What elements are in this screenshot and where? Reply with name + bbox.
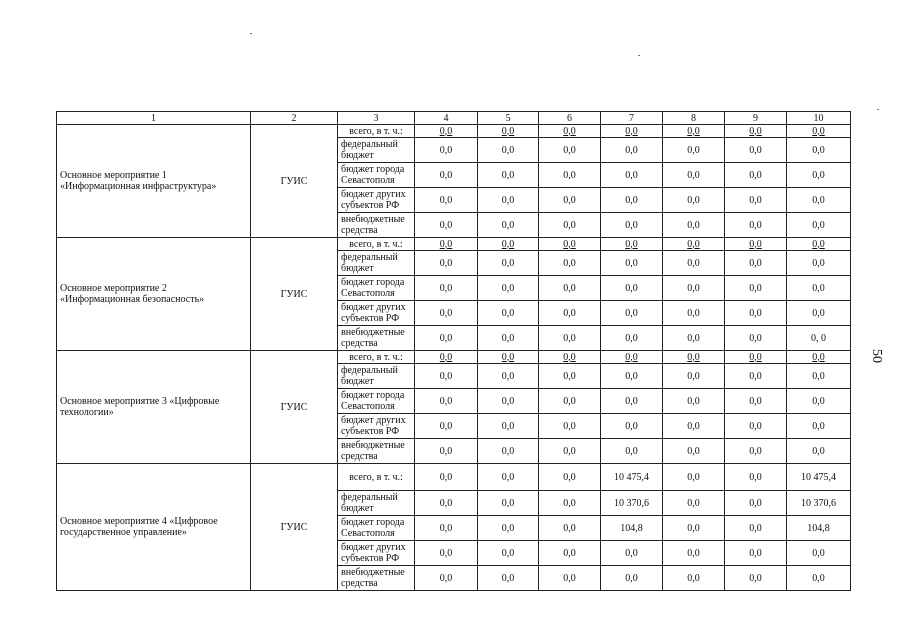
amount-cell: 0,0 <box>478 364 539 389</box>
amount-cell: 0,0 <box>601 276 663 301</box>
column-header: 8 <box>663 112 725 125</box>
funding-source-cell: внебюджетные средства <box>338 566 415 591</box>
amount-cell: 0,0 <box>539 301 601 326</box>
amount-cell: 0,0 <box>539 516 601 541</box>
column-header: 7 <box>601 112 663 125</box>
amount-cell: 0,0 <box>415 414 478 439</box>
amount-cell: 0, 0 <box>787 326 851 351</box>
amount-cell: 0,0 <box>478 163 539 188</box>
funding-source-cell: бюджет других субъектов РФ <box>338 188 415 213</box>
amount-cell: 0,0 <box>415 163 478 188</box>
amount-cell: 0,0 <box>478 439 539 464</box>
amount-cell: 0,0 <box>539 351 601 364</box>
amount-cell: 0,0 <box>478 516 539 541</box>
amount-cell: 10 370,6 <box>787 491 851 516</box>
amount-cell: 0,0 <box>787 541 851 566</box>
executor-cell: ГУИС <box>251 351 338 464</box>
amount-cell: 0,0 <box>601 439 663 464</box>
funding-source-cell: федеральный бюджет <box>338 138 415 163</box>
amount-cell: 0,0 <box>663 326 725 351</box>
amount-cell: 10 475,4 <box>787 464 851 491</box>
amount-cell: 0,0 <box>787 251 851 276</box>
amount-cell: 0,0 <box>601 351 663 364</box>
amount-cell: 0,0 <box>539 213 601 238</box>
amount-cell: 0,0 <box>601 566 663 591</box>
funding-source-cell: бюджет города Севастополя <box>338 276 415 301</box>
amount-cell: 0,0 <box>663 351 725 364</box>
amount-cell: 0,0 <box>478 414 539 439</box>
amount-cell: 0,0 <box>787 138 851 163</box>
amount-cell: 0,0 <box>478 351 539 364</box>
funding-source-cell: бюджет города Севастополя <box>338 389 415 414</box>
amount-cell: 0,0 <box>663 276 725 301</box>
amount-cell: 0,0 <box>725 464 787 491</box>
amount-cell: 0,0 <box>539 566 601 591</box>
amount-cell: 0,0 <box>787 238 851 251</box>
amount-cell: 0,0 <box>539 541 601 566</box>
amount-cell: 0,0 <box>725 439 787 464</box>
amount-cell: 0,0 <box>415 351 478 364</box>
amount-cell: 0,0 <box>787 163 851 188</box>
amount-cell: 0,0 <box>601 414 663 439</box>
amount-cell: 0,0 <box>539 364 601 389</box>
amount-cell: 0,0 <box>415 301 478 326</box>
amount-cell: 0,0 <box>663 138 725 163</box>
funding-source-cell: всего, в т. ч.: <box>338 464 415 491</box>
amount-cell: 0,0 <box>663 125 725 138</box>
amount-cell: 0,0 <box>663 163 725 188</box>
column-header: 9 <box>725 112 787 125</box>
amount-cell: 0,0 <box>539 389 601 414</box>
amount-cell: 0,0 <box>663 516 725 541</box>
funding-source-cell: бюджет других субъектов РФ <box>338 301 415 326</box>
amount-cell: 0,0 <box>415 364 478 389</box>
amount-cell: 0,0 <box>415 516 478 541</box>
funding-source-cell: бюджет других субъектов РФ <box>338 541 415 566</box>
amount-cell: 0,0 <box>539 138 601 163</box>
column-header: 3 <box>338 112 415 125</box>
column-header: 2 <box>251 112 338 125</box>
amount-cell: 0,0 <box>663 491 725 516</box>
funding-source-cell: бюджет других субъектов РФ <box>338 414 415 439</box>
amount-cell: 0,0 <box>663 439 725 464</box>
amount-cell: 0,0 <box>787 439 851 464</box>
amount-cell: 0,0 <box>725 276 787 301</box>
table-header-row <box>57 112 851 125</box>
amount-cell: 0,0 <box>663 213 725 238</box>
amount-cell: 0,0 <box>725 326 787 351</box>
amount-cell: 0,0 <box>725 251 787 276</box>
table-row <box>57 464 851 491</box>
amount-cell: 0,0 <box>663 566 725 591</box>
amount-cell: 0,0 <box>478 464 539 491</box>
amount-cell: 0,0 <box>478 276 539 301</box>
amount-cell: 0,0 <box>415 464 478 491</box>
amount-cell: 0,0 <box>725 301 787 326</box>
amount-cell: 0,0 <box>601 541 663 566</box>
amount-cell: 0,0 <box>663 301 725 326</box>
amount-cell: 0,0 <box>415 125 478 138</box>
amount-cell: 0,0 <box>601 326 663 351</box>
page-number: 50 <box>869 349 884 363</box>
amount-cell: 0,0 <box>478 238 539 251</box>
amount-cell: 10 370,6 <box>601 491 663 516</box>
funding-source-cell: федеральный бюджет <box>338 251 415 276</box>
amount-cell: 0,0 <box>539 125 601 138</box>
amount-cell: 0,0 <box>663 188 725 213</box>
amount-cell: 0,0 <box>478 125 539 138</box>
table-row <box>57 125 851 138</box>
amount-cell: 0,0 <box>725 491 787 516</box>
amount-cell: 0,0 <box>725 238 787 251</box>
amount-cell: 0,0 <box>415 188 478 213</box>
column-header: 10 <box>787 112 851 125</box>
executor-cell: ГУИС <box>251 464 338 591</box>
funding-source-cell: всего, в т. ч.: <box>338 238 415 251</box>
amount-cell: 0,0 <box>415 238 478 251</box>
amount-cell: 0,0 <box>478 491 539 516</box>
amount-cell: 0,0 <box>725 213 787 238</box>
amount-cell: 0,0 <box>725 125 787 138</box>
amount-cell: 0,0 <box>478 301 539 326</box>
amount-cell: 0,0 <box>787 414 851 439</box>
event-title: Основное мероприятие 2 «Информационная безопасность» <box>57 238 251 351</box>
amount-cell: 0,0 <box>725 566 787 591</box>
amount-cell: 0,0 <box>725 389 787 414</box>
amount-cell: 0,0 <box>539 326 601 351</box>
amount-cell: 0,0 <box>725 364 787 389</box>
amount-cell: 0,0 <box>539 251 601 276</box>
funding-source-cell: всего, в т. ч.: <box>338 351 415 364</box>
funding-source-cell: внебюджетные средства <box>338 213 415 238</box>
column-header: 5 <box>478 112 539 125</box>
amount-cell: 0,0 <box>478 541 539 566</box>
scan-speck <box>250 33 252 34</box>
event-title: Основное мероприятие 1 «Информационная инфраструктура» <box>57 125 251 238</box>
amount-cell: 0,0 <box>725 188 787 213</box>
amount-cell: 0,0 <box>539 414 601 439</box>
amount-cell: 0,0 <box>725 351 787 364</box>
amount-cell: 0,0 <box>601 213 663 238</box>
amount-cell: 0,0 <box>415 566 478 591</box>
amount-cell: 0,0 <box>478 213 539 238</box>
amount-cell: 0,0 <box>601 238 663 251</box>
funding-source-cell: внебюджетные средства <box>338 439 415 464</box>
column-header: 1 <box>57 112 251 125</box>
amount-cell: 0,0 <box>787 389 851 414</box>
amount-cell: 0,0 <box>601 301 663 326</box>
funding-source-cell: всего, в т. ч.: <box>338 125 415 138</box>
executor-cell: ГУИС <box>251 238 338 351</box>
amount-cell: 0,0 <box>787 276 851 301</box>
funding-source-cell: бюджет города Севастополя <box>338 516 415 541</box>
amount-cell: 0,0 <box>415 138 478 163</box>
amount-cell: 0,0 <box>478 188 539 213</box>
amount-cell: 0,0 <box>539 188 601 213</box>
amount-cell: 0,0 <box>601 188 663 213</box>
amount-cell: 0,0 <box>539 439 601 464</box>
amount-cell: 0,0 <box>539 276 601 301</box>
amount-cell: 0,0 <box>787 566 851 591</box>
amount-cell: 0,0 <box>725 516 787 541</box>
amount-cell: 0,0 <box>415 276 478 301</box>
table-row <box>57 351 851 364</box>
funding-source-cell: внебюджетные средства <box>338 326 415 351</box>
amount-cell: 0,0 <box>725 163 787 188</box>
amount-cell: 0,0 <box>725 138 787 163</box>
amount-cell: 0,0 <box>787 188 851 213</box>
amount-cell: 0,0 <box>725 541 787 566</box>
amount-cell: 0,0 <box>539 163 601 188</box>
amount-cell: 0,0 <box>787 213 851 238</box>
funding-source-cell: бюджет города Севастополя <box>338 163 415 188</box>
amount-cell: 0,0 <box>415 439 478 464</box>
column-header: 6 <box>539 112 601 125</box>
amount-cell: 0,0 <box>539 491 601 516</box>
amount-cell: 0,0 <box>601 389 663 414</box>
amount-cell: 0,0 <box>415 251 478 276</box>
amount-cell: 0,0 <box>663 389 725 414</box>
amount-cell: 0,0 <box>478 389 539 414</box>
amount-cell: 0,0 <box>663 541 725 566</box>
amount-cell: 0,0 <box>415 326 478 351</box>
column-header: 4 <box>415 112 478 125</box>
amount-cell: 0,0 <box>415 389 478 414</box>
amount-cell: 0,0 <box>601 251 663 276</box>
amount-cell: 0,0 <box>787 125 851 138</box>
amount-cell: 10 475,4 <box>601 464 663 491</box>
amount-cell: 0,0 <box>663 251 725 276</box>
amount-cell: 0,0 <box>725 414 787 439</box>
amount-cell: 0,0 <box>539 464 601 491</box>
scan-speck <box>638 55 640 56</box>
amount-cell: 0,0 <box>601 125 663 138</box>
scan-speck <box>877 109 879 110</box>
amount-cell: 104,8 <box>601 516 663 541</box>
amount-cell: 0,0 <box>478 251 539 276</box>
amount-cell: 0,0 <box>415 541 478 566</box>
amount-cell: 0,0 <box>601 138 663 163</box>
amount-cell: 0,0 <box>478 138 539 163</box>
amount-cell: 0,0 <box>601 163 663 188</box>
amount-cell: 0,0 <box>663 364 725 389</box>
amount-cell: 0,0 <box>663 414 725 439</box>
amount-cell: 0,0 <box>787 301 851 326</box>
amount-cell: 0,0 <box>415 213 478 238</box>
executor-cell: ГУИС <box>251 125 338 238</box>
amount-cell: 0,0 <box>415 491 478 516</box>
funding-table <box>56 111 851 591</box>
amount-cell: 0,0 <box>787 351 851 364</box>
table-row <box>57 238 851 251</box>
funding-source-cell: федеральный бюджет <box>338 491 415 516</box>
amount-cell: 0,0 <box>787 364 851 389</box>
funding-source-cell: федеральный бюджет <box>338 364 415 389</box>
event-title: Основное мероприятие 3 «Цифровые технологии» <box>57 351 251 464</box>
amount-cell: 0,0 <box>478 566 539 591</box>
amount-cell: 0,0 <box>663 464 725 491</box>
amount-cell: 104,8 <box>787 516 851 541</box>
amount-cell: 0,0 <box>478 326 539 351</box>
event-title: Основное мероприятие 4 «Цифровое государственное управление» <box>57 464 251 591</box>
amount-cell: 0,0 <box>663 238 725 251</box>
amount-cell: 0,0 <box>539 238 601 251</box>
amount-cell: 0,0 <box>601 364 663 389</box>
